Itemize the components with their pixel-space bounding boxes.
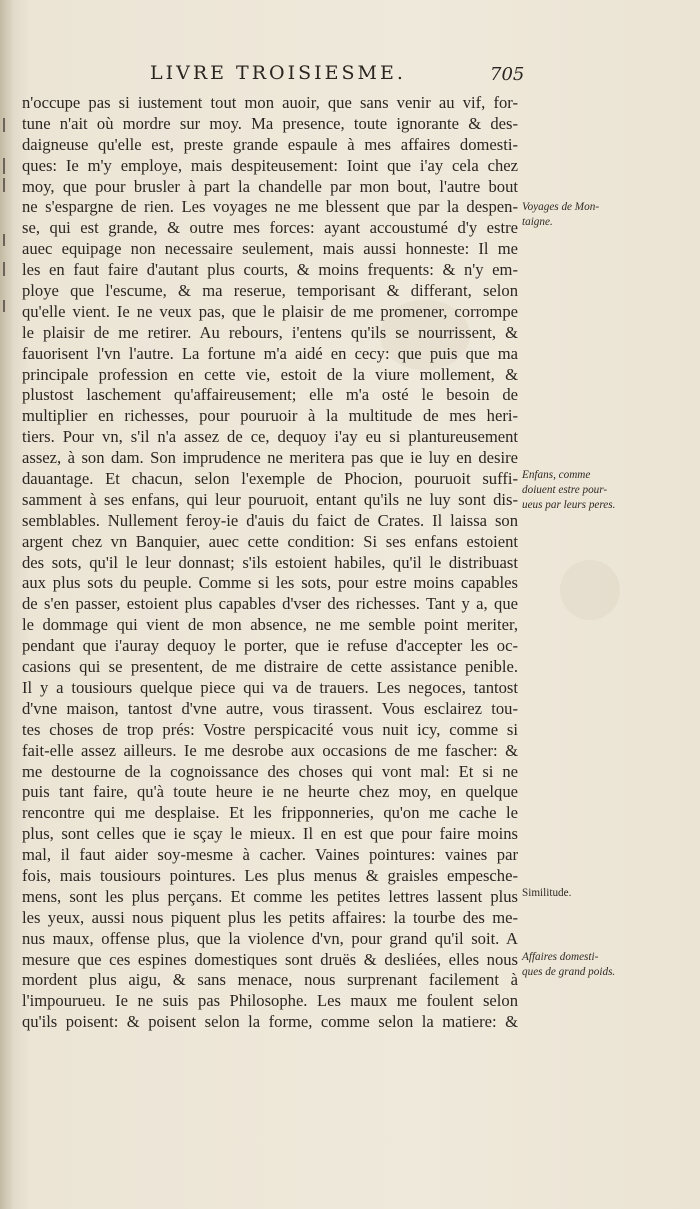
text-line: ploye que l'escume, & ma reserue, temporisant & differant, selon [22,281,518,301]
text-line: me destourne de la cognoissance des choses qui vont mal: Et si ne [22,761,518,781]
text-line: fauorisent l'vn l'autre. La fortune m'a aidé en cecy: que puis que ma [22,343,518,363]
text-line: le plaisir de me retirer. Au rebours, i'entens qu'ils se nourrissent, & [22,322,518,342]
gutter-mark [3,262,5,276]
text-line: l'impourueu. Ie ne suis pas Philosophe. Les maux me foulent selon [22,991,518,1011]
text-line: ne s'espargne de rien. Les voyages ne me blessent que par la despen- [22,197,518,217]
gutter-mark [3,118,5,132]
gutter-mark [3,158,5,174]
text-line: nus maux, offense plus, que la violence d'vn, pour grand qu'il soit. A [22,928,518,948]
margin-note-similitude [522,886,632,901]
text-line: se, qui est grande, & outre mes forces: ayant accoustumé d'y estre [22,218,518,238]
text-line: tes choses de trop prés: Vostre perspicacité vous nuit icy, comme si [22,719,518,739]
text-line: d'vne maison, tantost d'vne autre, vous tirassent. Vous esclairez tou- [22,698,518,718]
text-line: samment à ses enfans, qui leur pouruoit, entant qu'ils ne luy sont dis- [22,489,518,509]
text-line: qu'elle vient. Ie ne veux pas, que le plaisir de me promener, corrompe [22,301,518,321]
text-line: puis tant faire, qu'à toute heure ie ne heurte chez moy, en quelque [22,782,518,802]
text-line: tune n'ait où mordre sur moy. Ma presence, toute ignorante & des- [22,113,518,133]
text-line: mesure que ces espines domestiques sont druës & desliées, elles nous [22,949,518,969]
margin-note-voyages [522,200,632,230]
text-line: casions qui se presentent, de me distraire de cette assistance penible. [22,657,518,677]
margin-note-line: doiuent estre pour- [522,484,608,496]
margin-note-line: taigne. [522,216,553,228]
text-line: fois, mais tousiours pointures. Les plus menus & graisles empesche- [22,865,518,885]
gutter-mark [3,234,5,246]
binding-gutter [0,0,12,1209]
text-line: tiers. Pour vn, s'il n'a assez de ce, dequoy i'ay eu si plantureusement [22,427,518,447]
paper-stain [560,560,620,620]
text-line: de s'en passer, estoient plus capables d'vser des richesses. Tant y a, que [22,594,518,614]
text-line: rencontre qui me desplaise. Et les fripponneries, qu'on me cache le [22,803,518,823]
text-line: fait-elle assez ailleurs. Ie me desrobe aux occasions de me fascher: & [22,740,518,760]
text-line: dauantage. Et chacun, selon l'exemple de Phocion, pouruoit suffi- [22,469,518,489]
text-line: daigneuse qu'elle est, preste grande espaule à mes affaires domesti- [22,134,518,154]
gutter-mark [3,300,5,312]
page-number: 705 [490,64,525,85]
margin-note-line: Voyages de Mon- [522,201,600,213]
text-line: plus, sont celles que ie sçay le mieux. Il en est que pour faire moins [22,824,518,844]
text-line: ques: Ie m'y employe, mais despiteusement: Ioint que i'ay cela chez [22,155,518,175]
text-line: principale profession en cette vie, estoit de la viure mollement, & [22,364,518,384]
text-line: multiplier en richesses, pour pouruoir à la multitude de mes heri- [22,406,518,426]
text-line: les en faut faire d'autant plus courts, & moins frequents: & n'y em- [22,260,518,280]
text-line: des sots, qu'il le leur donnast; s'ils estoient habiles, qu'il le distribuast [22,552,518,572]
text-line: aux plus sots du peuple. Comme si les sots, pour estre moins capables [22,573,518,593]
margin-note-affaires [522,950,632,980]
text-line: mordent plus aigu, & sans menace, nous surprenant facilement à [22,970,518,990]
text-line: qu'ils poisent: & poisent selon la forme, comme selon la matiere: & [22,1012,518,1032]
text-line: semblables. Nullement feroy-ie d'auis du faict de Crates. Il laissa son [22,510,518,530]
text-line: auec equipage non necessaire seulement, mais aussi honneste: Il me [22,239,518,259]
margin-note-enfans [522,468,632,513]
text-line: mal, il faut aider soy-mesme à cacher. Vaines pointures: vaines par [22,845,518,865]
margin-note-line: Affaires domesti- [522,951,599,963]
text-line: n'occupe pas si iustement tout mon auoir, que sans venir au vif, for- [22,93,518,112]
margin-note-line: ques de grand poids. [522,966,616,978]
text-line: assez, à son dam. Son imprudence ne meritera pas que ie luy en desire [22,448,518,468]
text-line: les yeux, aussi nous piquent plus les petits affaires: la tourbe des me- [22,907,518,927]
text-line: mens, sont les plus perçans. Et comme les petites lettres lassent plus [22,886,518,906]
margin-note-line: Enfans, comme [522,469,591,481]
text-line: plustost laschement qu'affaireusement; elle m'a osté le besoin de [22,385,518,405]
text-line: le dommage qui vient de mon absence, ne me semble point meriter, [22,615,518,635]
running-head: LIVRE TROISIESME. [150,62,406,84]
gutter-mark [3,178,5,192]
margin-note-line: ueus par leurs peres. [522,499,616,511]
text-line: pendant que i'auray dequoy le porter, que ie refuse d'accepter les oc- [22,636,518,656]
margin-note-line: Similitude. [522,887,572,899]
text-line: Il y a tousiours quelque piece qui va de trauers. Les negoces, tantost [22,677,518,697]
text-line: moy, que pour brusler à part la chandelle par mon bout, l'autre bout [22,176,518,196]
body-text [22,93,518,1033]
text-line: argent chez vn Banquier, auec cette condition: Si ses enfans estoient [22,531,518,551]
